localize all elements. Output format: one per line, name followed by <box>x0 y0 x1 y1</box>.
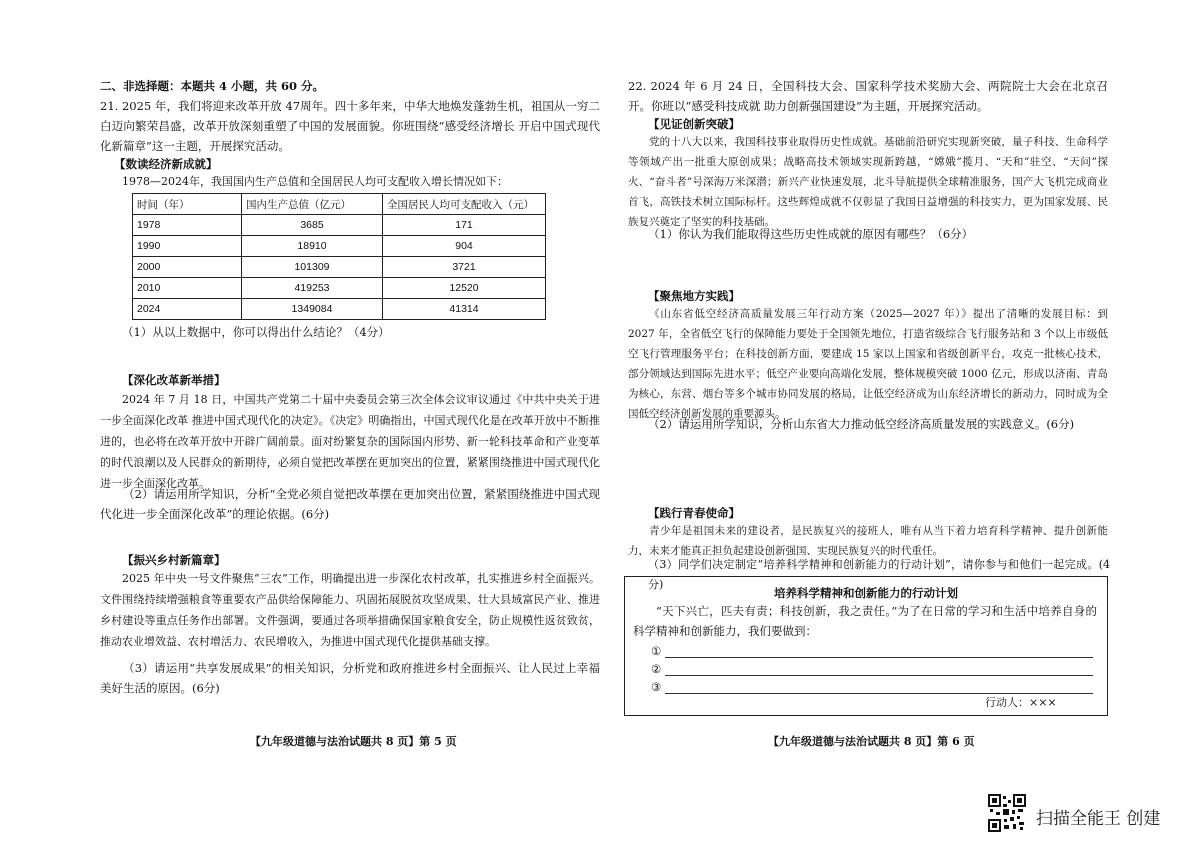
table-cell: 1978 <box>133 215 242 236</box>
table-header-row <box>133 194 546 215</box>
page-footer: 【九年级道德与法治试题共 8 页】第 5 页 <box>250 735 457 748</box>
table-row <box>133 236 546 257</box>
q21-sec1-title: 【数读经济新成就】 <box>114 157 218 171</box>
plan-body: “天下兴亡，匹夫有责；科技创新，我之责任。”为了在日常的学习和生活中培养自身的科学精神和创新能力，我们要做到： <box>633 604 1097 638</box>
plan-item-1: ① <box>651 644 662 658</box>
table-row <box>133 257 546 278</box>
table-cell: 1349084 <box>242 299 383 320</box>
scanner-watermark-text: 扫描全能王 创建 <box>1036 809 1161 829</box>
table-row <box>133 215 546 236</box>
q22-sec2-body: 《山东省低空经济高质量发展三年行动方案（2025—2027 年）》提出了清晰的发展目标：到 2027 年，全省低空飞行的保障能力要处于全国领先地位，打造省级综合飞行服务站和 3 个以上市级低空飞行管理服务平台；在科技创新方面，要建成 15 家以上国家和省级创新平台，攻克一批核心技术，部分领域达到国际先进水平；低空产业要向高端化发展，整体规模突破 1000 亿元，形成以济南、青岛为核心，东营、烟台等多个城市协同发展的格局，让低空经济成为山东经济增长的新动力，同时成为全国低空经济创新发展的重要源头。 <box>628 308 1108 420</box>
plan-item-3: ③ <box>651 680 662 694</box>
q21-sec2-body: 2024 年 7 月 18 日，中国共产党第二十届中央委员会第三次全体会议审议通过《中共中央关于进一步全面深化改革 推进中国式现代化的决定》。《决定》明确指出，中国式现代化是在改革开放中不断推进的，也必将在改革开放中开辟广阔前景。面对纷繁复杂的国际国内形势、新一轮科技革命和产业变革的时代浪潮以及人民群众的新期待，必须自觉把改革摆在更加突出的位置，紧紧围绕推进中国式现代化进一步全面深化改革。 <box>100 393 600 490</box>
table-cell: 41314 <box>383 299 546 320</box>
q22-question-2: （2）请运用所学知识，分析山东省大力推动低空经济高质量发展的实践意义。(6分) <box>648 417 1075 431</box>
q21-question-3: （3）请运用“共享发展成果”的相关知识，分析党和政府推进乡村全面振兴、让人民过上幸福美好生活的原因。(6分) <box>100 661 600 695</box>
table-cell: 419253 <box>242 278 383 299</box>
q21-sec3-body: 2025 年中央一号文件聚焦“三农”工作，明确提出进一步深化农村改革，扎实推进乡村全面振兴。文件围绕持续增强粮食等重要农产品供给保障能力、巩固拓展脱贫攻坚成果、壮大县域富民产业、推进乡村建设等重点任务作出部署。文件强调，要通过各项举措确保国家粮食安全，防止规模性返贫致贫，推动农业增效益、农村增活力、农民增收入，为推进中国式现代化提供基础支撑。 <box>100 572 600 648</box>
table-row <box>133 278 546 299</box>
section-header: 二、非选择题：本题共 4 小题，共 60 分。 <box>100 79 325 93</box>
q22-sec3-title: 【践行青春使命】 <box>648 506 740 520</box>
table-cell: 2024 <box>133 299 242 320</box>
gdp-income-table <box>132 193 546 320</box>
table-header: 时间（年） <box>133 194 242 215</box>
table-cell: 1990 <box>133 236 242 257</box>
table-cell: 12520 <box>383 278 546 299</box>
qr-code-icon <box>988 794 1026 832</box>
q22-sec1-title: 【见证创新突破】 <box>648 117 740 131</box>
q21-question-2: （2）请运用所学知识，分析“全党必须自觉把改革摆在更加突出位置，紧紧围绕推进中国式现代化进一步全面深化改革”的理论依据。(6分) <box>100 487 600 521</box>
plan-title: 培养科学精神和创新能力的行动计划 <box>774 586 958 600</box>
table-cell: 2010 <box>133 278 242 299</box>
table-cell: 904 <box>383 236 546 257</box>
q22-question-1: （1）你认为我们能取得这些历史性成就的原因有哪些？（6分） <box>648 227 974 241</box>
q21-sec2-title: 【深化改革新举措】 <box>122 373 226 387</box>
q21-table-caption: 1978—2024年，我国国内生产总值和全国居民人均可支配收入增长情况如下： <box>122 175 508 188</box>
q22-sec1-body: 党的十八大以来，我国科技事业取得历史性成就。基础前沿研究实现新突破，量子科技、生命科学等领域产出一批重大原创成果；战略高技术领域实现新跨越，“嫦娥”揽月、“天和”驻空、“天问”探火、“奋斗者”号深海万米深潜；新兴产业快速发展，北斗导航提供全球精准服务，国产大飞机完成商业首飞，高铁技术树立国际标杆。这些辉煌成就不仅彰显了我国日益增强的科技实力，更为国家发展、民族复兴奠定了坚实的科技基础。 <box>628 136 1108 228</box>
action-plan-box <box>624 576 1108 716</box>
q21-question-1: （1）从以上数据中，你可以得出什么结论？（4分） <box>122 325 390 339</box>
answer-line-1[interactable] <box>665 657 1093 658</box>
table-cell: 101309 <box>242 257 383 278</box>
q22-sec2-title: 【聚焦地方实践】 <box>648 289 740 303</box>
table-cell: 3685 <box>242 215 383 236</box>
q21-intro: 21. 2025 年，我们将迎来改革开放 47周年。四十多年来，中华大地焕发蓬勃生机，祖国从一穷二白迈向繁荣昌盛，改革开放深刻重塑了中国的发展面貌。你班围绕“感受经济增长 开启中国式现代化新篇章”这一主题，开展探究活动。 <box>100 99 600 153</box>
q22-question-3: （3）同学们决定制定“培养科学精神和创新能力的行动计划”，请你参与和他们一起完成。(4 分) <box>648 558 1110 591</box>
q22-sec3-body: 青少年是祖国未来的建设者，是民族复兴的接班人，唯有从当下着力培育科学精神、提升创新能力，未来才能真正担负起建设创新强国、实现民族复兴的时代重任。 <box>628 525 1108 557</box>
q21-sec3-title: 【振兴乡村新篇章】 <box>122 553 226 567</box>
q22-intro: 22. 2024 年 6 月 24 日，全国科技大会、国家科学技术奖励大会、两院院士大会在北京召开。你班以“感受科技成就 助力创新强国建设”为主题，开展探究活动。 <box>628 79 1108 113</box>
table-cell: 171 <box>383 215 546 236</box>
table-header: 国内生产总值（亿元） <box>242 194 383 215</box>
table-cell: 2000 <box>133 257 242 278</box>
answer-line-2[interactable] <box>665 675 1093 676</box>
table-row <box>133 299 546 320</box>
plan-item-2: ② <box>651 662 662 676</box>
page-footer: 【九年级道德与法治试题共 8 页】第 6 页 <box>768 735 975 748</box>
plan-signer: 行动人：××× <box>985 696 1057 709</box>
table-header: 全国居民人均可支配收入（元） <box>383 194 546 215</box>
table-cell: 3721 <box>383 257 546 278</box>
table-cell: 18910 <box>242 236 383 257</box>
